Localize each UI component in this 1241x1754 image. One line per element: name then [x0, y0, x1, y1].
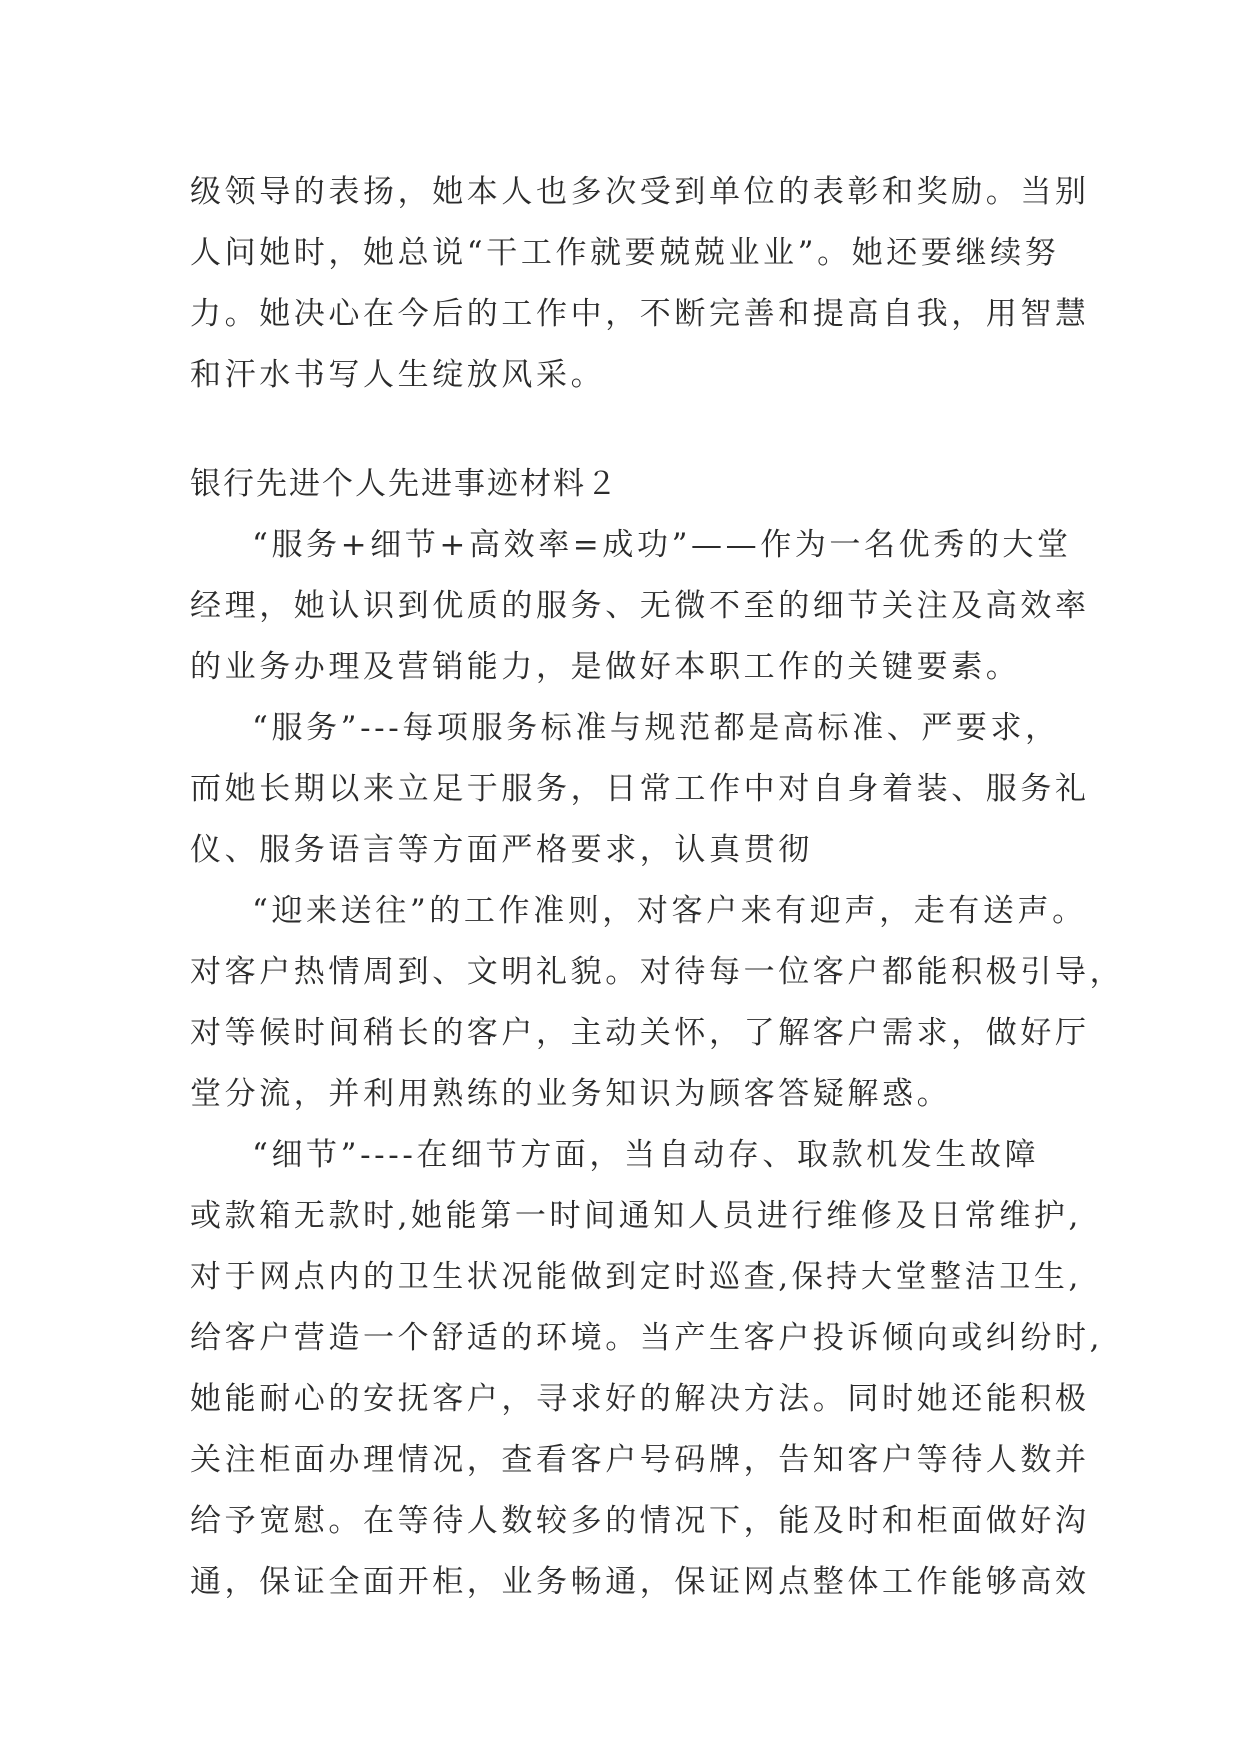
text-line: 的业务办理及营销能力，是做好本职工作的关键要素。 [190, 649, 1021, 685]
text-line: 人问她时，她总说“干工作就要兢兢业业”。她还要继续努 [190, 235, 1060, 271]
paragraph-gap [190, 406, 1050, 454]
document-body [190, 162, 1125, 1613]
text-line: 而她长期以来立足于服务，日常工作中对自身着装、服务礼 [190, 771, 1090, 807]
paragraph-service-formula [190, 515, 1090, 698]
text-line: 对等候时间稍长的客户，主动关怀，了解客户需求，做好厅 [190, 1015, 1090, 1051]
text-line: “迎来送往”的工作准则，对客户来有迎声，走有送声。 [252, 893, 1087, 929]
text-line: 力。她决心在今后的工作中，不断完善和提高自我，用智慧 [190, 296, 1090, 332]
text-line: 级领导的表扬，她本人也多次受到单位的表彰和奖励。当别 [190, 174, 1090, 210]
text-line: “细节”----在细节方面，当自动存、取款机发生故障 [252, 1137, 1040, 1173]
text-line: 对客户热情周到、文明礼貌。对待每一位客户都能积极引导， [190, 954, 1125, 990]
section-title: 银行先进个人先进事迹材料２ [190, 466, 619, 502]
text-line: 或款箱无款时,她能第一时间通知人员进行维修及日常维护, [190, 1198, 1082, 1234]
text-line: “服务”---每项服务标准与规范都是高标准、严要求， [252, 710, 1060, 746]
text-line: 和汗水书写人生绽放风采。 [190, 357, 606, 393]
text-line: 关注柜面办理情况，查看客户号码牌，告知客户等待人数并 [190, 1442, 1090, 1478]
paragraph-service [190, 698, 1090, 881]
text-line: 仪、服务语言等方面严格要求，认真贯彻 [190, 832, 813, 868]
text-line: 堂分流，并利用熟练的业务知识为顾客答疑解惑。 [190, 1076, 952, 1112]
text-line: 给予宽慰。在等待人数较多的情况下，能及时和柜面做好沟 [190, 1503, 1090, 1539]
text-line: 对于网点内的卫生状况能做到定时巡查,保持大堂整洁卫生, [190, 1259, 1082, 1295]
intro-paragraph [190, 162, 1090, 406]
text-line: 给客户营造一个舒适的环境。当产生客户投诉倾向或纠纷时, [190, 1320, 1104, 1356]
paragraph-details [190, 1125, 1104, 1613]
text-line: 她能耐心的安抚客户，寻求好的解决方法。同时她还能积极 [190, 1381, 1090, 1417]
text-line: “服务+细节+高效率=成功”——作为一名优秀的大堂 [252, 527, 1072, 563]
text-line: 经理，她认识到优质的服务、无微不至的细节关注及高效率 [190, 588, 1090, 624]
paragraph-welcome [190, 881, 1125, 1125]
text-line: 通，保证全面开柜，业务畅通，保证网点整体工作能够高效 [190, 1564, 1090, 1600]
